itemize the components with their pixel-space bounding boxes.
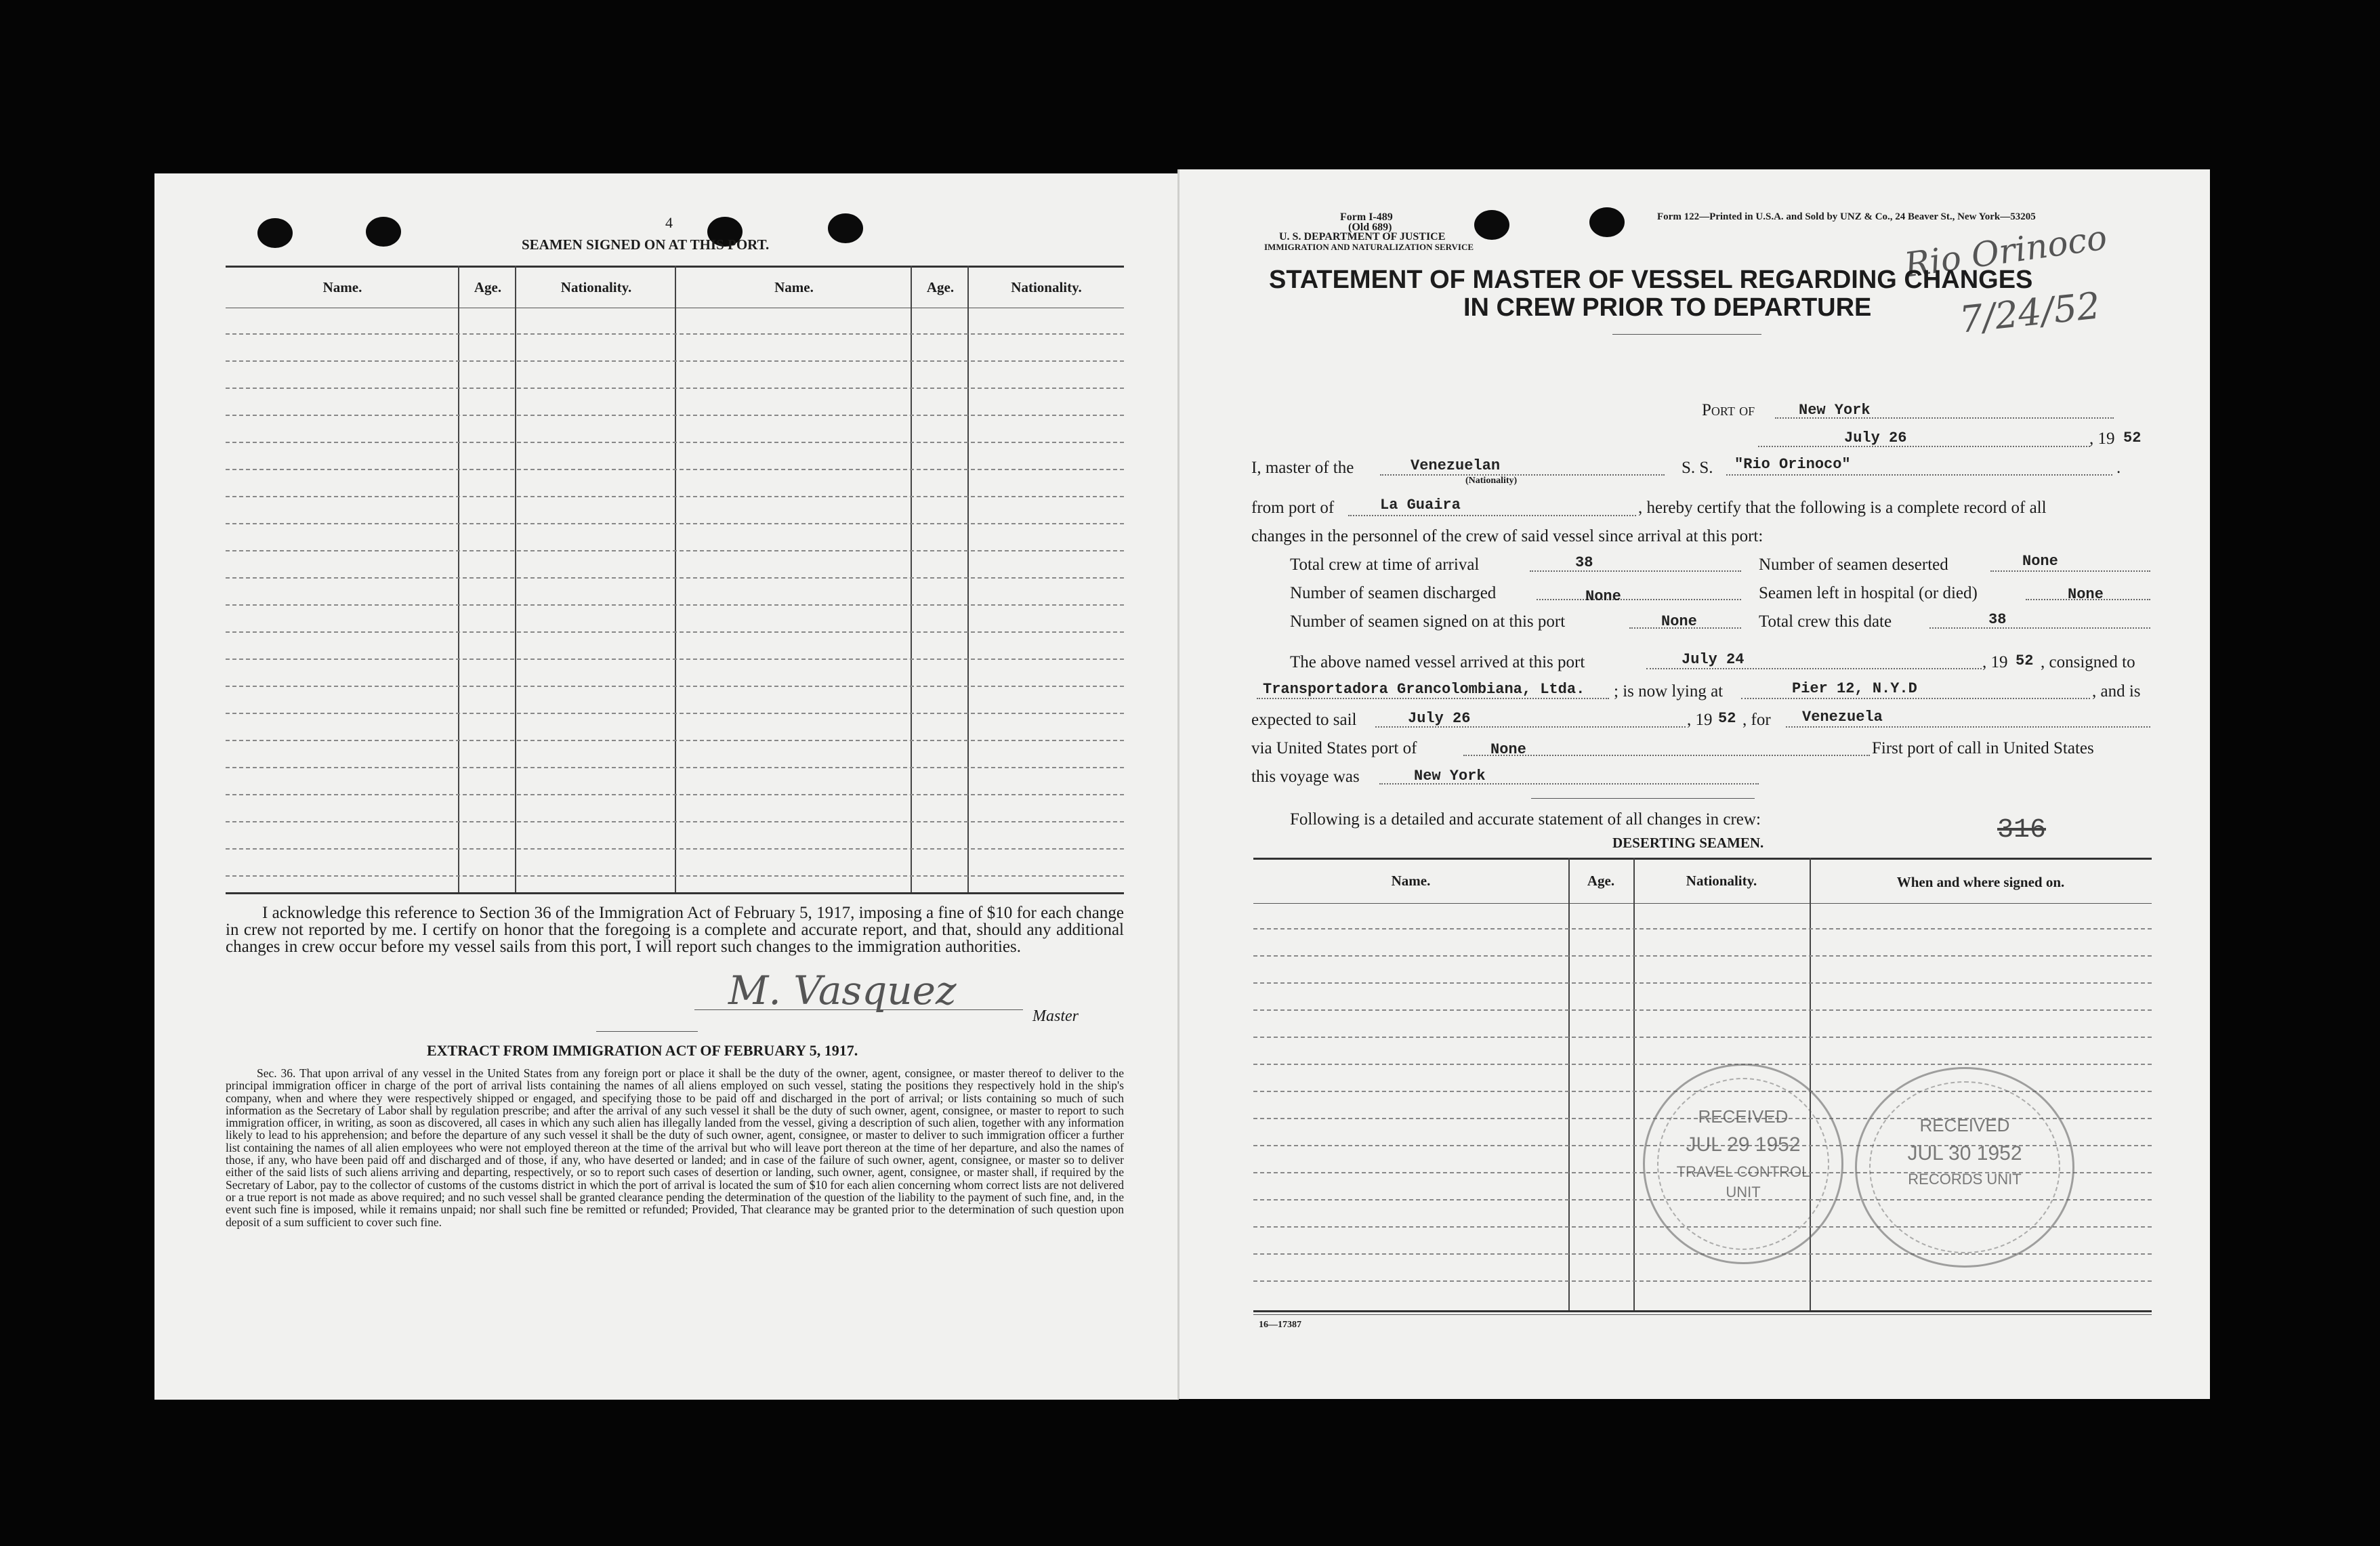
master-prefix: I, master of the — [1251, 459, 1354, 477]
sail-label: expected to sail — [1251, 711, 1357, 729]
stamp-word: RECEIVED — [1919, 1115, 2010, 1135]
table-row-line — [226, 686, 1124, 687]
extract-title: EXTRACT FROM IMMIGRATION ACT OF FEBRUARY 5, 1917. — [427, 1042, 858, 1059]
signed-on-value[interactable]: None — [1661, 613, 1697, 630]
sail-year-prefix: , 19 — [1687, 711, 1713, 729]
column-divider — [1633, 858, 1635, 1310]
voyage-label: this voyage was — [1251, 768, 1360, 786]
table-row-line — [226, 360, 1124, 362]
table-row-line — [226, 740, 1124, 741]
table-row-line — [226, 442, 1124, 443]
following-text: Following is a detailed and accurate statement of all changes in crew: — [1290, 810, 1761, 829]
destination-value[interactable]: Venezuela — [1802, 709, 1883, 726]
consigned-label: , consigned to — [2041, 653, 2135, 671]
table-row-line — [1253, 1280, 2152, 1282]
hospital-label: Seamen left in hospital (or died) — [1759, 584, 1978, 602]
form-code: 16—17387 — [1259, 1320, 1301, 1330]
arrived-line — [1646, 668, 1982, 669]
destination-line — [1786, 726, 2150, 728]
deserting-col-nationality: Nationality. — [1686, 873, 1757, 889]
table-row-line — [226, 848, 1124, 850]
arrived-label: The above named vessel arrived at this port — [1290, 653, 1585, 671]
total-crew-date-label: Total crew this date — [1759, 612, 1892, 631]
deserting-table-bottom-rule — [1253, 1314, 2152, 1315]
column-divider — [515, 266, 516, 892]
table-row-line — [226, 713, 1124, 714]
printer-note: Form 122—Printed in U.S.A. and Sold by UNZ & Co., 24 Beaver St., New York—53205 — [1657, 211, 2036, 222]
discharged-line — [1537, 599, 1741, 600]
table-row-line — [226, 496, 1124, 497]
nationality-line — [1380, 474, 1665, 476]
year-prefix: , 19 — [2089, 430, 2115, 448]
page-fold — [1177, 169, 1179, 1399]
stamp-date: JUL 30 1952 — [1907, 1142, 2022, 1165]
master-signature: M. Vasquez — [728, 967, 957, 1014]
seamen-signed-title: SEAMEN SIGNED ON AT THIS PORT. — [522, 236, 770, 253]
table-row-line — [1253, 1009, 2152, 1011]
nationality-caption: (Nationality) — [1465, 476, 1518, 486]
ship-name-line — [1726, 474, 2112, 476]
sail-date-value[interactable]: July 26 — [1408, 710, 1471, 727]
table-row-line — [1253, 982, 2152, 984]
from-port-value[interactable]: La Guaira — [1380, 497, 1461, 514]
stamp-unit: TRAVEL CONTROL UNIT — [1676, 1163, 1810, 1200]
handwritten-date: 7/24/52 — [1957, 284, 2102, 341]
col-header-nationality: Nationality. — [560, 279, 632, 295]
column-divider — [458, 266, 459, 892]
deserting-col-age: Age. — [1587, 873, 1615, 889]
table-bottom-rule — [226, 892, 1124, 894]
from-port-line — [1348, 515, 1636, 516]
ss-label: S. S. — [1682, 459, 1713, 477]
table-row-line — [226, 469, 1124, 470]
received-stamp-travel-control — [1643, 1064, 1843, 1264]
section-36-text: Sec. 36. That upon arrival of any vessel in the United States from any foreign port or place it shall be the duty of the owner, agent, consignee, or master thereof to deliver to the principal immigration officer in charge of the port of arrival lists containing the names of all aliens employed on such vessel, stating the positions they respectively hold in the ship's company, when and where they were respectively shipped or engaged, and specifying those to be paid off and discharged in the port of arrival; or lists containing so much of such information as the Secretary of Labor shall by regulation prescribe; and after the arrival of any such vessel it shall be the duty of such owner, agent, consignee, or master to report to such immigration officer, in writing, as soon as discovered, all cases in which any such alien has illegally landed from the vessel, giving a description of such alien, together with any information likely to lead to his apprehension; and before the departure of any such vessel it shall be the duty of such owner, agent, consignee, or master to deliver to such immigration officer a further list containing the names of all alien employees who were not employed thereon at the time of the arrival but who will leave port thereon at the time of her departure, and also the names of those, if any, who have been paid off and discharged and of those, if any, who have deserted or landed; and in case of the failure of such owner, agent, consignee, or master so to deliver either of the said lists of such aliens arriving and departing, respectively, or so to report such cases of desertion or landing, such owner, agent, consignee, or master shall, if required by the Secretary of Labor, pay to the collector of customs of the customs district in which the port of arrival is located the sum of $10 for each alien concerning whom correct lists are not delivered or a true report is not made as above required; and no such vessel shall be granted clearance pending the determination of the question of the liability to the payment of such fine, and, in the event such fine is imposed, while it remains unpaid; nor shall such fine be remitted or refunded; Provided, That clearance may be granted prior to the determination of such question upon deposit of a sum sufficient to cover such fine. — [226, 1066, 1124, 1229]
col-header-nationality: Nationality. — [1011, 279, 1082, 295]
title-rule — [1612, 334, 1761, 335]
lying-at-value[interactable]: Pier 12, N.Y.D — [1792, 680, 1917, 697]
year-value[interactable]: 52 — [2123, 430, 2142, 446]
table-row-line — [226, 550, 1124, 551]
short-rule — [596, 1031, 698, 1032]
table-row-line — [1253, 1037, 2152, 1038]
page-number: 4 — [665, 214, 673, 231]
arrived-year-prefix: , 19 — [1982, 653, 2008, 671]
column-divider — [1810, 858, 1811, 1310]
ship-name-value[interactable]: "Rio Orinoco" — [1734, 456, 1851, 473]
from-port-label: from port of — [1251, 499, 1335, 517]
total-crew-arrival-label: Total crew at time of arrival — [1290, 556, 1480, 574]
total-crew-date-line — [1929, 627, 2150, 629]
date-line — [1758, 446, 2090, 447]
deserting-col-signed-on: When and where signed on. — [1896, 874, 2065, 890]
col-header-age: Age. — [926, 279, 955, 295]
signature-line — [694, 1009, 1023, 1010]
period: . — [2116, 459, 2121, 477]
short-rule — [1531, 798, 1755, 799]
lying-at-line — [1741, 698, 2090, 699]
sail-year-value[interactable]: 52 — [1718, 710, 1736, 727]
received-stamp-records-unit — [1855, 1067, 2074, 1268]
punch-hole — [366, 217, 401, 247]
signature-caption: Master — [1032, 1007, 1079, 1025]
table-row-line — [226, 659, 1124, 660]
form-title-line2: IN CREW PRIOR TO DEPARTURE — [1463, 293, 1872, 322]
changes-text: changes in the personnel of the crew of said vessel since arrival at this port: — [1251, 527, 1763, 545]
signed-on-label: Number of seamen signed on at this port — [1290, 612, 1566, 631]
certify-text: , hereby certify that the following is a complete record of all — [1638, 499, 2047, 517]
table-row-line — [226, 631, 1124, 633]
table-row-line — [226, 604, 1124, 606]
and-is-text: , and is — [2092, 682, 2141, 701]
col-header-age: Age. — [474, 279, 502, 295]
deserting-table-top-rule — [1253, 858, 2152, 860]
service-name: IMMIGRATION AND NATURALIZATION SERVICE — [1264, 242, 1474, 252]
deserting-table-header-rule — [1253, 903, 2152, 904]
table-row-line — [226, 875, 1124, 877]
total-crew-date-value[interactable]: 38 — [1988, 611, 2007, 628]
hospital-value[interactable]: None — [2068, 586, 2104, 603]
table-row-line — [226, 415, 1124, 416]
stamp-number: 316 — [1997, 815, 2047, 845]
stamp-word: RECEIVED — [1698, 1106, 1789, 1127]
consignee-line — [1257, 698, 1609, 699]
stamp-unit: RECORDS UNIT — [1908, 1171, 2022, 1188]
first-port-label: First port of call in United States — [1872, 739, 2094, 757]
table-row-line — [1253, 1064, 2152, 1065]
column-divider — [967, 266, 969, 892]
table-row-line — [226, 523, 1124, 524]
for-label: , for — [1742, 711, 1771, 729]
deserted-line — [1990, 570, 2150, 572]
punch-hole — [1474, 210, 1509, 240]
punch-hole — [257, 218, 293, 248]
form-title-line1: STATEMENT OF MASTER OF VESSEL REGARDING CHANGES — [1269, 266, 2033, 294]
deserted-value[interactable]: None — [2022, 553, 2058, 570]
table-row-line — [226, 794, 1124, 795]
column-divider — [675, 266, 676, 892]
voyage-port-value[interactable]: New York — [1414, 768, 1486, 785]
arrived-year-value[interactable]: 52 — [2016, 652, 2034, 669]
port-value[interactable]: New York — [1799, 402, 1871, 419]
handwritten-ship-name: Rio Orinoco — [1902, 217, 2110, 285]
deserting-seamen-title: DESERTING SEAMEN. — [1612, 835, 1764, 851]
port-label: Port of — [1702, 401, 1755, 419]
column-divider — [911, 266, 912, 892]
department: U. S. DEPARTMENT OF JUSTICE — [1279, 231, 1446, 243]
deserted-label: Number of seamen deserted — [1759, 556, 1948, 574]
via-label: via United States port of — [1251, 739, 1417, 757]
deserting-col-name: Name. — [1391, 873, 1431, 889]
table-row-line — [226, 821, 1124, 822]
arrived-date-value[interactable]: July 24 — [1682, 651, 1745, 668]
nationality-value[interactable]: Venezuelan — [1411, 457, 1501, 474]
stamp-ring — [1869, 1081, 2060, 1253]
col-header-name: Name. — [774, 279, 814, 295]
old-form-number: (Old 689) — [1348, 222, 1392, 233]
consignee-value[interactable]: Transportadora Grancolombiana, Ltda. — [1263, 681, 1585, 698]
table-row-line — [226, 333, 1124, 335]
table-row-line — [226, 767, 1124, 768]
discharged-value[interactable]: None — [1585, 588, 1621, 605]
discharged-label: Number of seamen discharged — [1290, 584, 1497, 602]
column-divider — [1568, 858, 1570, 1310]
deserting-table-bottom-rule — [1253, 1310, 2152, 1312]
punch-hole — [828, 213, 863, 243]
punch-hole — [1589, 207, 1625, 237]
date-value[interactable]: July 26 — [1844, 430, 1907, 446]
via-port-value[interactable]: None — [1490, 741, 1526, 758]
col-header-name: Name. — [322, 279, 362, 295]
lying-label: ; is now lying at — [1614, 682, 1724, 701]
stamp-date: JUL 29 1952 — [1686, 1133, 1801, 1156]
table-row-line — [226, 577, 1124, 579]
acknowledgement-text: I acknowledge this reference to Section 36 of the Immigration Act of February 5, 1917, imposing a fine of $10 for each change in crew not reported by me. I certify on honor that the foregoing is a complete and accurate report, and that, should any additional changes in crew occur before my vessel sails from this port, I will report such changes to the immigration authorities. — [226, 904, 1124, 956]
table-row-line — [226, 388, 1124, 389]
total-crew-arrival-line — [1530, 570, 1741, 572]
form-number: Form I-489 — [1340, 211, 1393, 223]
total-crew-arrival-value[interactable]: 38 — [1575, 554, 1593, 571]
table-row-line — [1253, 928, 2152, 929]
table-row-line — [1253, 955, 2152, 957]
